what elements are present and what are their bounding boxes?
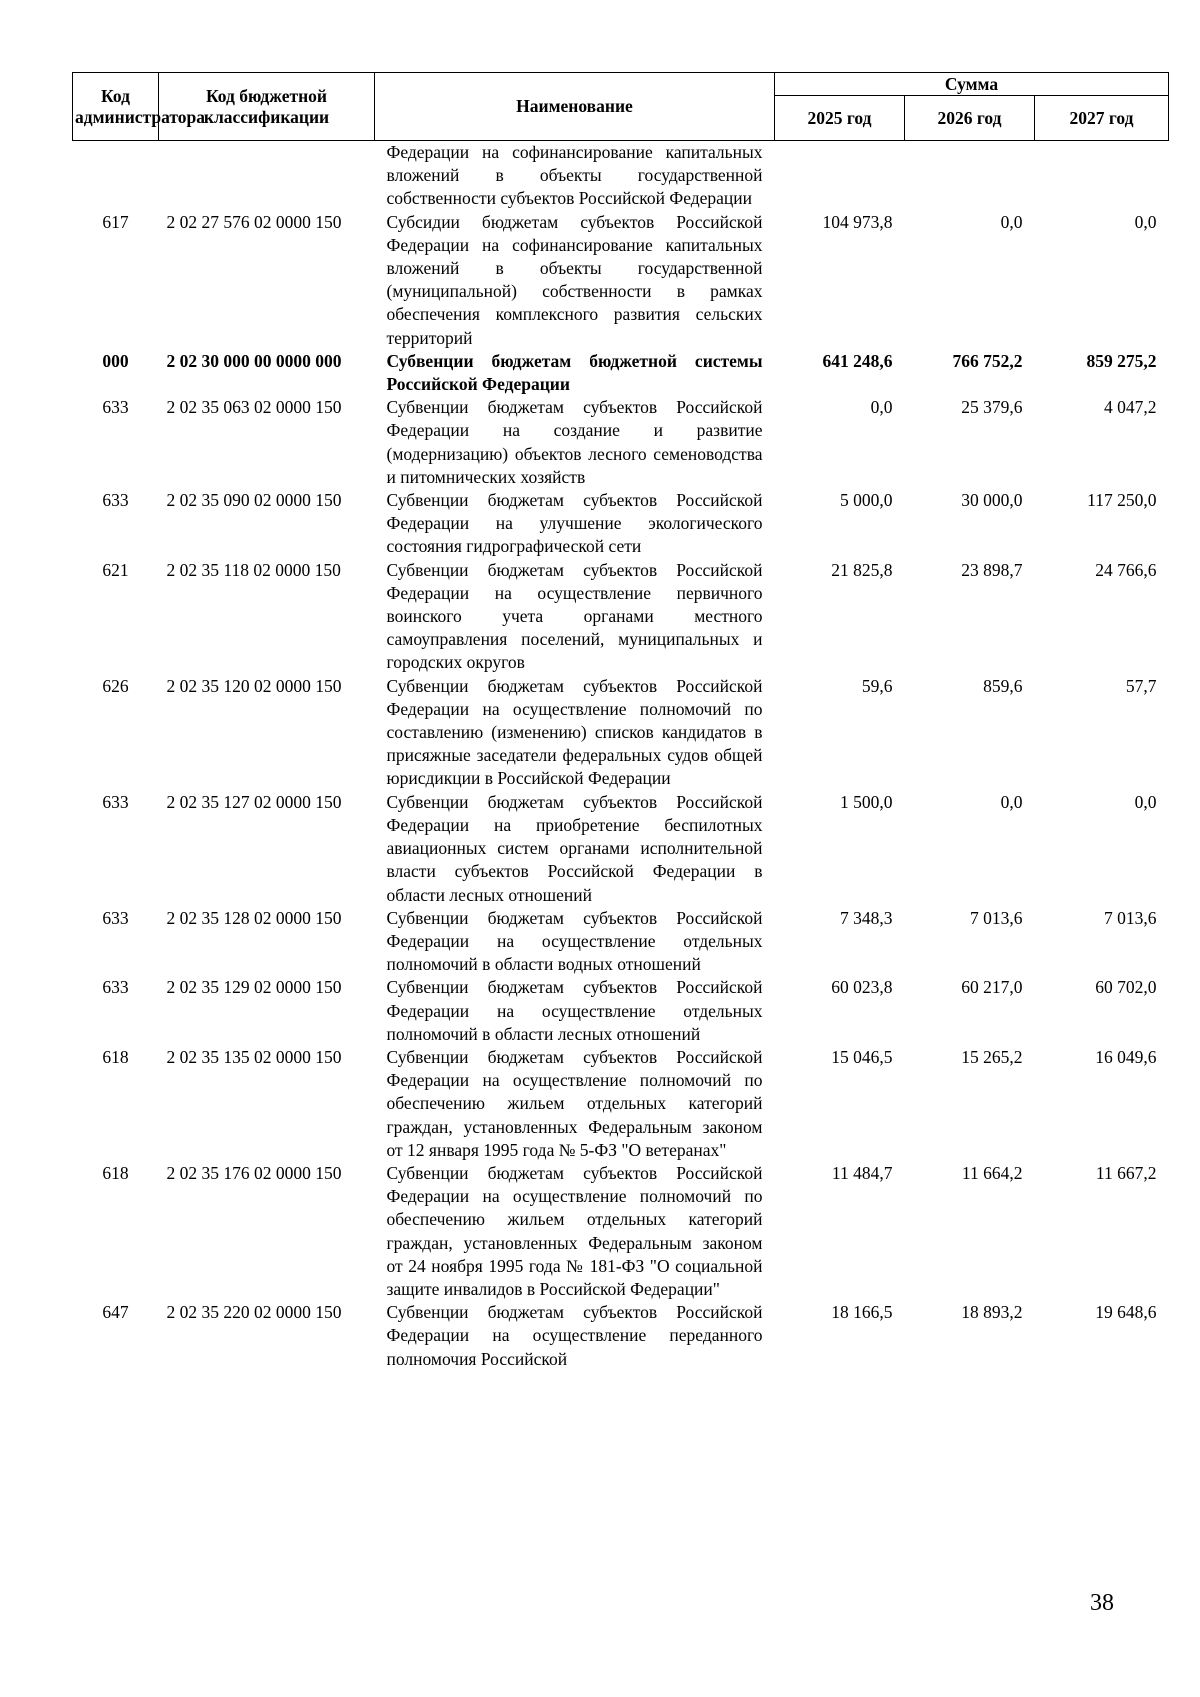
name-cell: Субвенции бюджетам субъектов Российской Федерации на осуществление первичного воинского учета органами местного самоуправления поселений, муниципальных и городских округов [386, 559, 763, 673]
name-cell: Субвенции бюджетам субъектов Российской Федерации на создание и развитие (модернизацию) объектов лесного семеноводства и питомнических хозяйств [386, 397, 763, 487]
budget-code-cell: 2 02 35 127 02 0000 150 [166, 791, 342, 812]
table-row [73, 396, 1169, 489]
sum-2027-cell: 16 049,6 [1095, 1046, 1157, 1067]
table-row [73, 1301, 1169, 1371]
name-cell: Федерации на софинансирование капитальных вложений в объекты государственной собственности субъектов Российской Федерации [386, 142, 763, 209]
sum-2026-cell: 766 752,2 [952, 350, 1023, 371]
budget-code-cell: 2 02 35 135 02 0000 150 [166, 1046, 342, 1067]
admin-code-cell: 621 [102, 559, 129, 580]
sum-2027-cell: 57,7 [1125, 675, 1157, 696]
budget-code-cell [159, 141, 375, 211]
sum-2026-cell: 859,6 [983, 675, 1023, 696]
budget-code-cell: 2 02 27 576 02 0000 150 [166, 211, 342, 232]
table-row [73, 1162, 1169, 1301]
budget-code-cell: 2 02 35 118 02 0000 150 [166, 559, 341, 580]
sum-2027-cell: 0,0 [1134, 211, 1157, 232]
name-cell: Субвенции бюджетам бюджетной системы Российской Федерации [386, 350, 763, 395]
header-budget-code: Код бюджетной классификации [159, 73, 375, 141]
budget-code-cell: 2 02 35 090 02 0000 150 [166, 490, 342, 511]
sum-2027-cell: 11 667,2 [1095, 1162, 1157, 1183]
sum-2026-cell: 11 664,2 [961, 1162, 1023, 1183]
sum-2026-cell: 23 898,7 [961, 559, 1023, 580]
table-row [73, 675, 1169, 791]
table-row [73, 1046, 1169, 1162]
sum-2026-cell: 15 265,2 [961, 1046, 1023, 1067]
sum-2026-cell: 30 000,0 [961, 490, 1023, 511]
header-year-2027: 2027 год [1035, 96, 1169, 141]
sum-2027-cell: 7 013,6 [1104, 907, 1157, 928]
sum-2025-cell [775, 141, 905, 211]
sum-2025-cell: 641 248,6 [822, 350, 893, 371]
table-row [73, 211, 1169, 350]
sum-2027-cell: 859 275,2 [1086, 350, 1157, 371]
name-cell: Субвенции бюджетам субъектов Российской Федерации на осуществление переданного полномочия Российской [386, 1302, 763, 1369]
sum-2026-cell [905, 141, 1035, 211]
admin-code-cell: 633 [102, 977, 129, 998]
sum-2026-cell: 60 217,0 [961, 977, 1023, 998]
sum-2025-cell: 11 484,7 [831, 1162, 893, 1183]
sum-2026-cell: 0,0 [1000, 791, 1023, 812]
document-page [72, 72, 1168, 1371]
sum-2025-cell: 104 973,8 [822, 211, 893, 232]
name-cell: Субвенции бюджетам субъектов Российской Федерации на осуществление полномочий по обеспечению жильем отдельных категорий граждан, установленных Федеральным законом от 12 января 1995 года № 5-ФЗ "О ветеранах" [386, 1046, 763, 1160]
sum-2026-cell: 0,0 [1000, 211, 1023, 232]
name-cell: Субвенции бюджетам субъектов Российской Федерации на осуществление отдельных полномочий в области лесных отношений [386, 977, 763, 1044]
table-row [73, 907, 1169, 977]
admin-code-cell [73, 141, 159, 211]
budget-code-cell: 2 02 35 176 02 0000 150 [166, 1162, 342, 1183]
admin-code-cell: 617 [102, 211, 129, 232]
table-row [73, 791, 1169, 907]
header-name: Наименование [375, 73, 775, 141]
name-cell: Субвенции бюджетам субъектов Российской Федерации на улучшение экологического состояния гидрографической сети [386, 490, 763, 557]
table-body [73, 141, 1169, 1371]
budget-code-cell: 2 02 35 120 02 0000 150 [166, 675, 342, 696]
sum-2027-cell [1035, 141, 1169, 211]
header-admin-code: Код администратора [73, 73, 159, 141]
budget-code-cell: 2 02 30 000 00 0000 000 [166, 350, 342, 371]
sum-2027-cell: 117 250,0 [1087, 490, 1157, 511]
sum-2025-cell: 60 023,8 [831, 977, 893, 998]
table-row [73, 489, 1169, 559]
admin-code-cell: 633 [102, 907, 129, 928]
table-header [73, 73, 1169, 141]
sum-2027-cell: 60 702,0 [1095, 977, 1157, 998]
table-row [73, 559, 1169, 675]
sum-2025-cell: 5 000,0 [840, 490, 893, 511]
sum-2026-cell: 7 013,6 [970, 907, 1023, 928]
name-cell: Субвенции бюджетам субъектов Российской Федерации на осуществление полномочий по обеспечению жильем отдельных категорий граждан, установленных Федеральным законом от 24 ноября 1995 года № 181-ФЗ "О социальной защите инвалидов в Российской Федерации" [386, 1162, 763, 1299]
page-number: 38 [1090, 1590, 1114, 1616]
budget-code-cell: 2 02 35 128 02 0000 150 [166, 907, 342, 928]
sum-2026-cell: 25 379,6 [961, 397, 1023, 418]
budget-code-cell: 2 02 35 220 02 0000 150 [166, 1302, 342, 1323]
admin-code-cell: 618 [102, 1046, 129, 1067]
header-sum: Сумма [775, 73, 1169, 96]
sum-2025-cell: 59,6 [861, 675, 893, 696]
budget-table [72, 72, 1169, 1371]
admin-code-cell: 000 [102, 350, 129, 371]
name-cell: Субвенции бюджетам субъектов Российской Федерации на осуществление отдельных полномочий в области водных отношений [386, 907, 763, 975]
sum-2027-cell: 0,0 [1134, 791, 1157, 812]
name-cell: Субвенции бюджетам субъектов Российской Федерации на осуществление полномочий по составлению (изменению) списков кандидатов в присяжные заседатели федеральных судов общей юрисдикции в Российской Федерации [386, 675, 763, 789]
admin-code-cell: 626 [102, 675, 129, 696]
sum-2025-cell: 1 500,0 [840, 791, 893, 812]
sum-2025-cell: 7 348,3 [840, 907, 893, 928]
sum-2025-cell: 18 166,5 [831, 1302, 893, 1323]
budget-code-cell: 2 02 35 129 02 0000 150 [166, 977, 342, 998]
sum-2025-cell: 0,0 [870, 397, 893, 418]
table-row [73, 141, 1169, 211]
sum-2026-cell: 18 893,2 [961, 1302, 1023, 1323]
sum-2027-cell: 24 766,6 [1095, 559, 1157, 580]
admin-code-cell: 647 [102, 1302, 129, 1323]
admin-code-cell: 633 [102, 490, 129, 511]
name-cell: Субсидии бюджетам субъектов Российской Федерации на софинансирование капитальных вложений в объекты государственной (муниципальной) собственности в рамках обеспечения комплексного развития сельских территорий [386, 211, 763, 348]
sum-2027-cell: 19 648,6 [1095, 1302, 1157, 1323]
name-cell: Субвенции бюджетам субъектов Российской Федерации на приобретение беспилотных авиационных систем органами исполнительной власти субъектов Российской Федерации в области лесных отношений [386, 791, 763, 905]
sum-2025-cell: 15 046,5 [831, 1046, 893, 1067]
header-year-2025: 2025 год [775, 96, 905, 141]
admin-code-cell: 618 [102, 1162, 129, 1183]
budget-code-cell: 2 02 35 063 02 0000 150 [166, 397, 342, 418]
sum-2025-cell: 21 825,8 [831, 559, 893, 580]
admin-code-cell: 633 [102, 791, 129, 812]
admin-code-cell: 633 [102, 397, 129, 418]
table-row-total [73, 350, 1169, 396]
header-year-2026: 2026 год [905, 96, 1035, 141]
sum-2027-cell: 4 047,2 [1104, 397, 1157, 418]
table-row [73, 976, 1169, 1046]
